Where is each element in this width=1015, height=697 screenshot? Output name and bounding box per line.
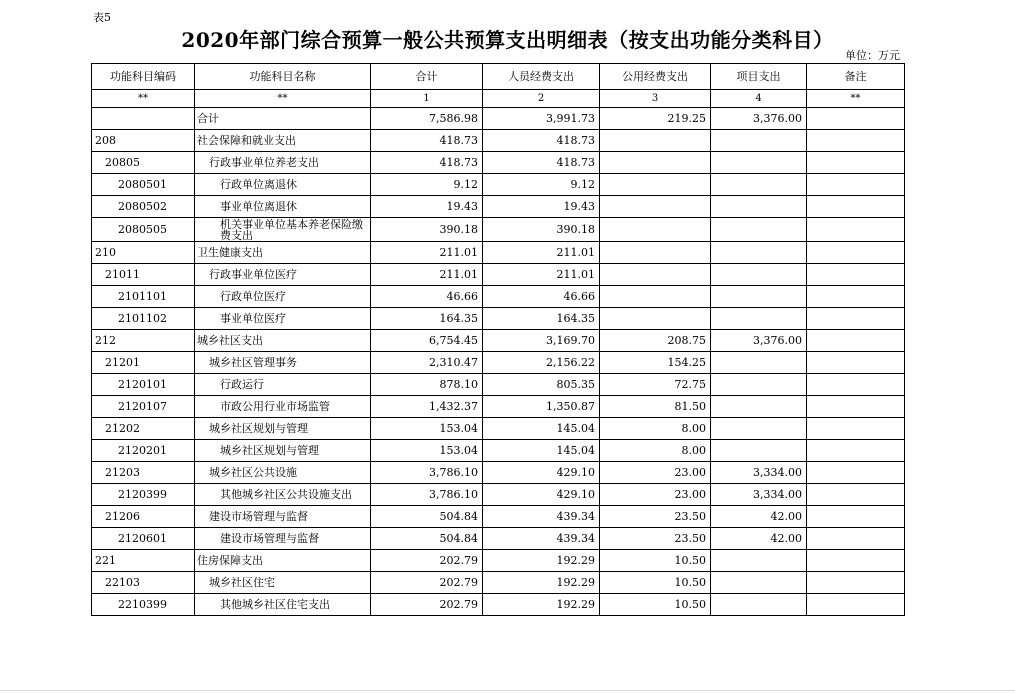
cell-total: 211.01 xyxy=(371,264,483,286)
cell-code: 210 xyxy=(92,242,195,264)
cell-public xyxy=(600,242,711,264)
cell-code: 21011 xyxy=(92,264,195,286)
cell-note xyxy=(807,330,905,352)
cell-project xyxy=(711,572,807,594)
table-row xyxy=(92,594,905,616)
header-code: 功能科目编码 xyxy=(92,64,195,90)
cell-personnel: 145.04 xyxy=(483,440,600,462)
cell-name: 事业单位离退休 xyxy=(195,196,371,218)
cell-name: 合计 xyxy=(195,108,371,130)
header-total: 合计 xyxy=(371,64,483,90)
cell-personnel: 192.29 xyxy=(483,594,600,616)
cell-project xyxy=(711,218,807,242)
cell-code: 2080501 xyxy=(92,174,195,196)
cell-code: 21203 xyxy=(92,462,195,484)
cell-code: 2120107 xyxy=(92,396,195,418)
cell-public: 8.00 xyxy=(600,418,711,440)
cell-total: 1,432.37 xyxy=(371,396,483,418)
cell-public: 154.25 xyxy=(600,352,711,374)
index-row xyxy=(92,90,905,108)
table-row xyxy=(92,462,905,484)
index-cell: 2 xyxy=(483,90,600,108)
cell-total: 504.84 xyxy=(371,528,483,550)
cell-name: 城乡社区规划与管理 xyxy=(195,440,371,462)
cell-note xyxy=(807,196,905,218)
cell-project xyxy=(711,286,807,308)
cell-name: 住房保障支出 xyxy=(195,550,371,572)
table-row xyxy=(92,174,905,196)
cell-project xyxy=(711,174,807,196)
header-public: 公用经费支出 xyxy=(600,64,711,90)
cell-note xyxy=(807,374,905,396)
cell-public xyxy=(600,286,711,308)
cell-note xyxy=(807,594,905,616)
cell-project xyxy=(711,418,807,440)
cell-project xyxy=(711,440,807,462)
cell-name: 城乡社区规划与管理 xyxy=(195,418,371,440)
cell-total: 164.35 xyxy=(371,308,483,330)
cell-project: 3,376.00 xyxy=(711,330,807,352)
table-row xyxy=(92,352,905,374)
index-cell: 3 xyxy=(600,90,711,108)
cell-name: 其他城乡社区公共设施支出 xyxy=(195,484,371,506)
cell-code: 20805 xyxy=(92,152,195,174)
cell-project xyxy=(711,352,807,374)
cell-name: 城乡社区公共设施 xyxy=(195,462,371,484)
cell-project xyxy=(711,550,807,572)
cell-public xyxy=(600,308,711,330)
cell-code: 2101102 xyxy=(92,308,195,330)
cell-total: 211.01 xyxy=(371,242,483,264)
table-row xyxy=(92,308,905,330)
table-row xyxy=(92,418,905,440)
cell-name: 行政单位医疗 xyxy=(195,286,371,308)
cell-note xyxy=(807,174,905,196)
cell-code: 2080505 xyxy=(92,218,195,242)
cell-public xyxy=(600,174,711,196)
cell-personnel: 439.34 xyxy=(483,506,600,528)
cell-note xyxy=(807,352,905,374)
cell-note xyxy=(807,218,905,242)
cell-total: 7,586.98 xyxy=(371,108,483,130)
cell-personnel: 3,169.70 xyxy=(483,330,600,352)
cell-personnel: 192.29 xyxy=(483,550,600,572)
cell-name: 行政运行 xyxy=(195,374,371,396)
table-row xyxy=(92,484,905,506)
cell-name: 建设市场管理与监督 xyxy=(195,528,371,550)
cell-name: 其他城乡社区住宅支出 xyxy=(195,594,371,616)
cell-note xyxy=(807,396,905,418)
index-cell: 1 xyxy=(371,90,483,108)
cell-public: 219.25 xyxy=(600,108,711,130)
table-row xyxy=(92,440,905,462)
table-row xyxy=(92,264,905,286)
cell-public: 10.50 xyxy=(600,550,711,572)
cell-note xyxy=(807,130,905,152)
cell-total: 153.04 xyxy=(371,440,483,462)
cell-code: 2120101 xyxy=(92,374,195,396)
cell-code: 2080502 xyxy=(92,196,195,218)
cell-personnel: 164.35 xyxy=(483,308,600,330)
cell-total: 46.66 xyxy=(371,286,483,308)
cell-total: 418.73 xyxy=(371,130,483,152)
cell-personnel: 418.73 xyxy=(483,152,600,174)
cell-public xyxy=(600,130,711,152)
cell-note xyxy=(807,286,905,308)
cell-personnel: 145.04 xyxy=(483,418,600,440)
cell-public: 23.00 xyxy=(600,462,711,484)
cell-public: 208.75 xyxy=(600,330,711,352)
table-row xyxy=(92,130,905,152)
cell-project xyxy=(711,374,807,396)
cell-personnel: 429.10 xyxy=(483,484,600,506)
cell-total: 202.79 xyxy=(371,594,483,616)
cell-personnel: 2,156.22 xyxy=(483,352,600,374)
cell-personnel: 19.43 xyxy=(483,196,600,218)
table-row xyxy=(92,528,905,550)
table-row xyxy=(92,152,905,174)
header-note: 备注 xyxy=(807,64,905,90)
cell-note xyxy=(807,528,905,550)
cell-public: 81.50 xyxy=(600,396,711,418)
cell-code: 2120201 xyxy=(92,440,195,462)
cell-public: 10.50 xyxy=(600,572,711,594)
table-row xyxy=(92,550,905,572)
cell-code: 2120399 xyxy=(92,484,195,506)
cell-code: 208 xyxy=(92,130,195,152)
cell-note xyxy=(807,572,905,594)
cell-public xyxy=(600,264,711,286)
cell-code: 21202 xyxy=(92,418,195,440)
cell-total: 9.12 xyxy=(371,174,483,196)
cell-personnel: 3,991.73 xyxy=(483,108,600,130)
cell-name: 城乡社区住宅 xyxy=(195,572,371,594)
header-name: 功能科目名称 xyxy=(195,64,371,90)
cell-code: 22103 xyxy=(92,572,195,594)
cell-total: 2,310.47 xyxy=(371,352,483,374)
header-row xyxy=(92,64,905,90)
index-cell: ** xyxy=(92,90,195,108)
index-cell: 4 xyxy=(711,90,807,108)
cell-public: 23.50 xyxy=(600,506,711,528)
table-row xyxy=(92,242,905,264)
cell-note xyxy=(807,484,905,506)
cell-total: 504.84 xyxy=(371,506,483,528)
cell-name: 城乡社区管理事务 xyxy=(195,352,371,374)
cell-public: 72.75 xyxy=(600,374,711,396)
cell-personnel: 418.73 xyxy=(483,130,600,152)
cell-project: 3,334.00 xyxy=(711,484,807,506)
cell-project xyxy=(711,264,807,286)
table-row xyxy=(92,286,905,308)
table-row xyxy=(92,218,905,242)
cell-name: 城乡社区支出 xyxy=(195,330,371,352)
cell-personnel: 211.01 xyxy=(483,242,600,264)
table-row xyxy=(92,330,905,352)
cell-total: 390.18 xyxy=(371,218,483,242)
header-personnel: 人员经费支出 xyxy=(483,64,600,90)
cell-public: 23.50 xyxy=(600,528,711,550)
cell-note xyxy=(807,264,905,286)
cell-project xyxy=(711,196,807,218)
cell-name: 社会保障和就业支出 xyxy=(195,130,371,152)
cell-name: 行政事业单位医疗 xyxy=(195,264,371,286)
cell-public xyxy=(600,152,711,174)
cell-total: 6,754.45 xyxy=(371,330,483,352)
cell-note xyxy=(807,108,905,130)
cell-project: 42.00 xyxy=(711,528,807,550)
cell-code xyxy=(92,108,195,130)
cell-project xyxy=(711,594,807,616)
cell-code: 2120601 xyxy=(92,528,195,550)
cell-note xyxy=(807,506,905,528)
page-title: 2020年部门综合预算一般公共预算支出明细表（按支出功能分类科目） xyxy=(181,28,834,52)
cell-project: 3,376.00 xyxy=(711,108,807,130)
cell-name: 机关事业单位基本养老保险缴费支出 xyxy=(195,218,371,242)
cell-personnel: 9.12 xyxy=(483,174,600,196)
cell-name: 行政事业单位养老支出 xyxy=(195,152,371,174)
cell-public xyxy=(600,196,711,218)
table-row xyxy=(92,374,905,396)
table-label: 表5 xyxy=(93,11,111,24)
cell-public: 8.00 xyxy=(600,440,711,462)
cell-project xyxy=(711,152,807,174)
cell-code: 2210399 xyxy=(92,594,195,616)
cell-project: 42.00 xyxy=(711,506,807,528)
table-row xyxy=(92,396,905,418)
header-project: 项目支出 xyxy=(711,64,807,90)
cell-total: 3,786.10 xyxy=(371,484,483,506)
table-row xyxy=(92,196,905,218)
cell-personnel: 46.66 xyxy=(483,286,600,308)
expenditure-table xyxy=(91,63,905,616)
cell-total: 19.43 xyxy=(371,196,483,218)
cell-personnel: 390.18 xyxy=(483,218,600,242)
cell-name: 事业单位医疗 xyxy=(195,308,371,330)
cell-name: 行政单位离退休 xyxy=(195,174,371,196)
cell-total: 3,786.10 xyxy=(371,462,483,484)
page-bottom-divider xyxy=(0,690,1015,691)
cell-total: 153.04 xyxy=(371,418,483,440)
cell-total: 202.79 xyxy=(371,550,483,572)
cell-name: 卫生健康支出 xyxy=(195,242,371,264)
cell-name: 建设市场管理与监督 xyxy=(195,506,371,528)
cell-project xyxy=(711,130,807,152)
cell-note xyxy=(807,440,905,462)
cell-personnel: 1,350.87 xyxy=(483,396,600,418)
cell-personnel: 429.10 xyxy=(483,462,600,484)
cell-personnel: 192.29 xyxy=(483,572,600,594)
cell-project xyxy=(711,242,807,264)
table-row xyxy=(92,506,905,528)
cell-code: 2101101 xyxy=(92,286,195,308)
cell-total: 878.10 xyxy=(371,374,483,396)
cell-public: 23.00 xyxy=(600,484,711,506)
cell-total: 202.79 xyxy=(371,572,483,594)
table-row xyxy=(92,108,905,130)
cell-project xyxy=(711,396,807,418)
index-cell: ** xyxy=(807,90,905,108)
cell-personnel: 439.34 xyxy=(483,528,600,550)
cell-public: 10.50 xyxy=(600,594,711,616)
cell-name: 市政公用行业市场监管 xyxy=(195,396,371,418)
unit-label: 单位：万元 xyxy=(845,49,900,62)
cell-project: 3,334.00 xyxy=(711,462,807,484)
cell-personnel: 211.01 xyxy=(483,264,600,286)
cell-total: 418.73 xyxy=(371,152,483,174)
cell-code: 212 xyxy=(92,330,195,352)
cell-note xyxy=(807,550,905,572)
cell-project xyxy=(711,308,807,330)
cell-note xyxy=(807,308,905,330)
cell-note xyxy=(807,152,905,174)
table-row xyxy=(92,572,905,594)
index-cell: ** xyxy=(195,90,371,108)
cell-personnel: 805.35 xyxy=(483,374,600,396)
cell-note xyxy=(807,418,905,440)
cell-code: 21201 xyxy=(92,352,195,374)
cell-code: 221 xyxy=(92,550,195,572)
cell-public xyxy=(600,218,711,242)
cell-code: 21206 xyxy=(92,506,195,528)
cell-note xyxy=(807,242,905,264)
cell-note xyxy=(807,462,905,484)
